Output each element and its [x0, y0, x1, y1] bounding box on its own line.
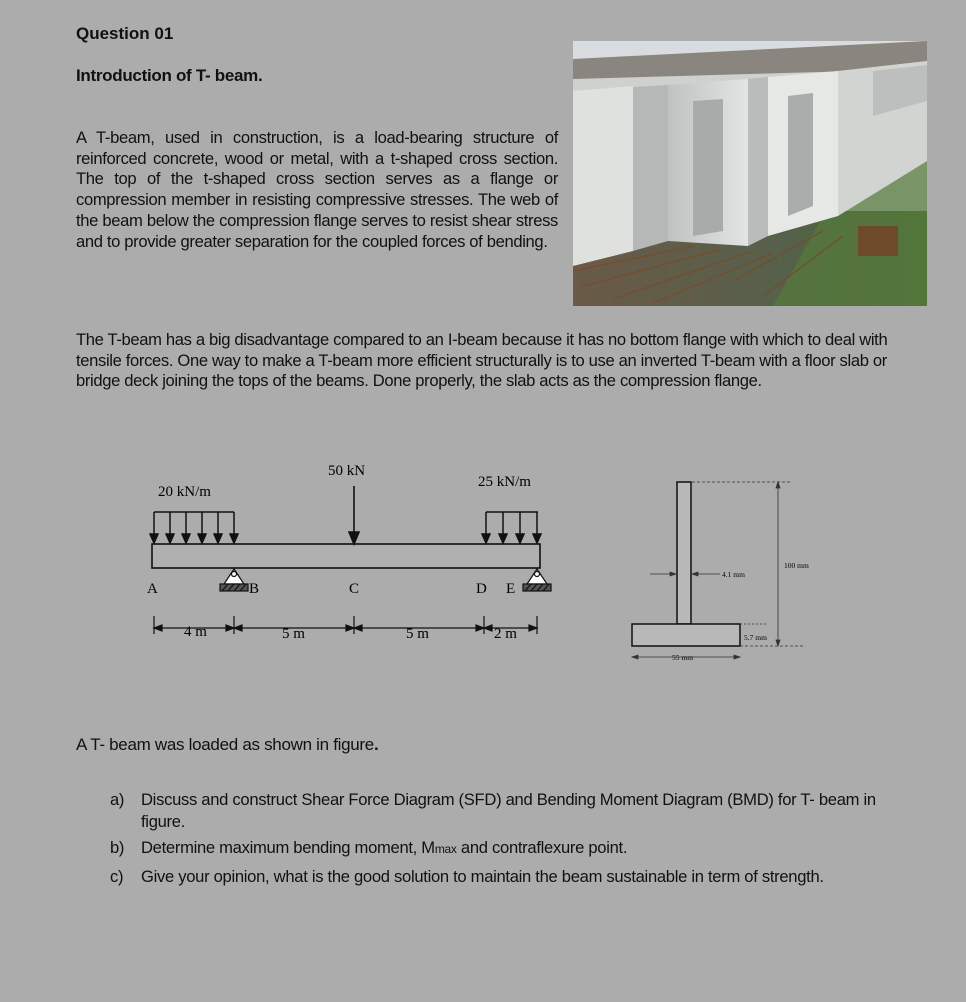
- tbeam-cross-section: [620, 470, 840, 670]
- intro-heading: Introduction of T- beam.: [76, 66, 263, 85]
- height-label: 100 mm: [784, 561, 809, 570]
- section-web: [677, 482, 691, 624]
- question-a-letter: a): [110, 790, 125, 809]
- flange-width-label: 55 mm: [672, 653, 694, 662]
- label-e: E: [506, 581, 516, 597]
- web-thickness-label: 4.1 mm: [722, 570, 745, 579]
- section-flange: [632, 624, 740, 646]
- question-c: [110, 866, 890, 888]
- question-title: Question 01: [76, 24, 174, 43]
- beam-body: [152, 544, 540, 568]
- udl-left-arrows: [150, 512, 238, 543]
- question-b-text-after: and contraflexure point.: [456, 838, 628, 857]
- label-c: C: [349, 581, 360, 597]
- span-de-label: 2 m: [494, 626, 517, 642]
- question-b-text: [141, 837, 890, 861]
- question-a: [110, 789, 890, 832]
- span-ab-label: 4 m: [184, 624, 207, 640]
- point-load-label: 50 kN: [328, 463, 366, 479]
- question-a-text: Discuss and construct Shear Force Diagram (SFD) and Bending Moment Diagram (BMD) for T- beam in figure.: [141, 790, 876, 831]
- question-b-subscript: max: [434, 842, 457, 856]
- span-bc-label: 5 m: [282, 626, 305, 642]
- point-load-arrow: [349, 486, 359, 544]
- paragraph-tbeam-disadvantage: The T-beam has a big disadvantage compared to an I-beam because it has no bottom flange with which to deal with tensile forces. One way to make a T-beam more efficient structurally is to use an inverted T-beam with a floor slab or bridge deck joining the tops of the beams. Done properly, the slab acts as the compression flange.: [76, 330, 888, 391]
- label-b: B: [249, 581, 260, 597]
- support-b-pin: [220, 569, 248, 591]
- question-b-letter: b): [110, 838, 125, 857]
- dimension-lines: [154, 616, 537, 634]
- udl-left-label: 20 kN/m: [158, 484, 211, 500]
- udl-right-label: 25 kN/m: [478, 474, 531, 490]
- question-c-letter: c): [110, 866, 124, 886]
- paragraph-tbeam-definition: A T-beam, used in construction, is a load-bearing structure of reinforced concrete, wood or metal, with a t-shaped cross section. The top of the t-shaped cross section serves as a flange or compression member in resisting compressive stresses. The web of the beam below the compression flange serves to resist shear stress and to provide greater separation for the coupled forces of bending.: [76, 128, 558, 251]
- caption-end: .: [373, 735, 379, 754]
- udl-right-arrows: [482, 512, 541, 543]
- question-c-text: Give your opinion, what is the good solution to maintain the beam sustainable in term of strength.: [141, 866, 824, 886]
- caption-text: A T- beam was loaded as shown in figure: [76, 735, 374, 754]
- question-b: [110, 837, 890, 861]
- label-d: D: [476, 581, 487, 597]
- figure-caption: [76, 735, 378, 755]
- beam-loading-diagram: [140, 456, 560, 676]
- tbeam-photo: [573, 41, 927, 306]
- support-e-pin: [523, 569, 551, 591]
- question-b-text-before: Determine maximum bending moment, M: [141, 838, 435, 857]
- label-a: A: [147, 581, 158, 597]
- question-list: [110, 789, 890, 892]
- span-cd-label: 5 m: [406, 626, 429, 642]
- flange-thickness-label: 5.7 mm: [744, 633, 767, 642]
